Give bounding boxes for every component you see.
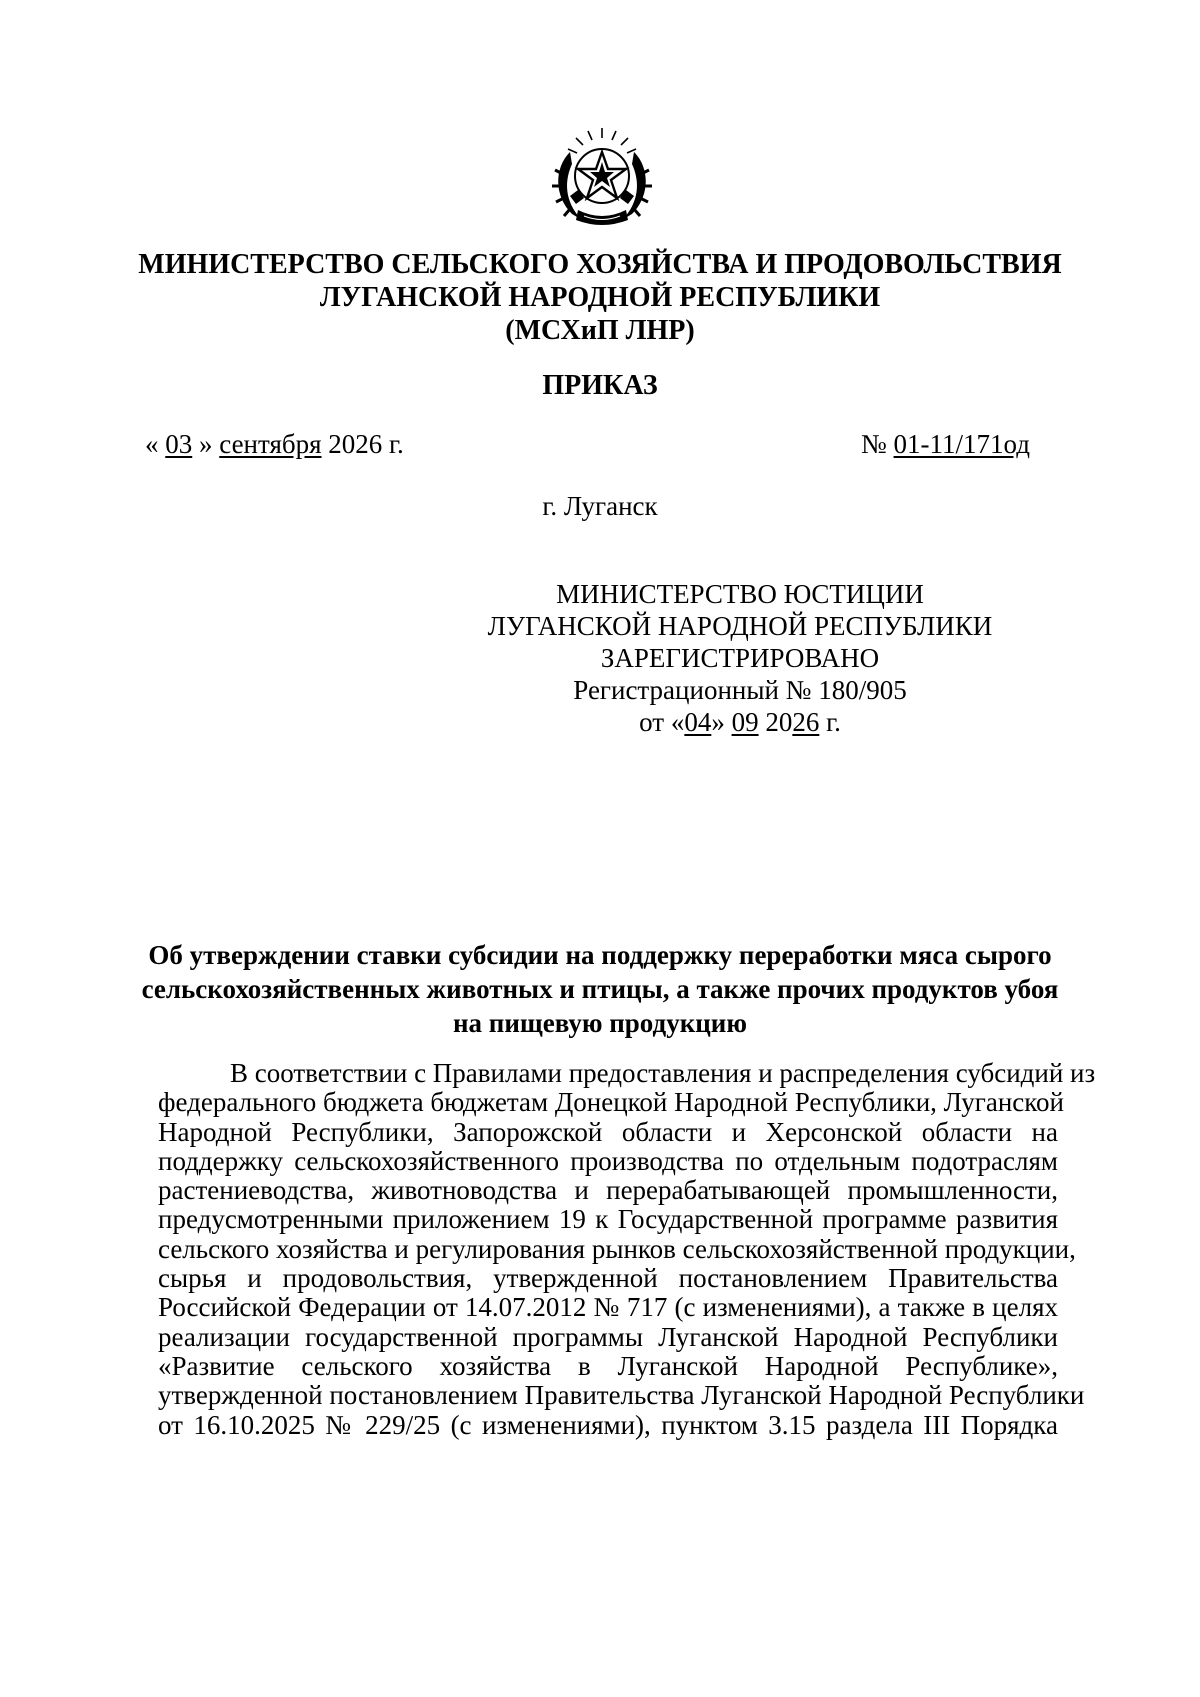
date-year: 2026 г.	[321, 429, 404, 459]
ministry-header	[0, 248, 1200, 347]
preamble-paragraph	[158, 1058, 1096, 1440]
stamp-date-prefix: от «	[639, 707, 685, 737]
body-line: от 16.10.2025 № 229/25 (с изменениями), пунктом 3.15 раздела III Порядка	[158, 1409, 1058, 1440]
ministry-name-line-2: ЛУГАНСКОЙ НАРОДНОЙ РЕСПУБЛИКИ	[319, 282, 881, 313]
stamp-date-year-a: 20	[758, 707, 793, 737]
stamp-date-day: 04	[684, 707, 712, 737]
registration-stamp	[480, 578, 1000, 738]
city-name: г. Луганск	[542, 491, 658, 521]
coat-of-arms-icon	[548, 124, 656, 230]
date-open-quote: «	[145, 429, 166, 459]
stamp-date-suffix: г.	[819, 707, 841, 737]
body-line: сельского хозяйства и регулирования рынков сельскохозяйственной продукции,	[158, 1233, 1076, 1264]
body-line: реализации государственной программы Луганской Народной Республики	[158, 1321, 1058, 1352]
order-number-value: 01-11/171од	[893, 429, 1030, 459]
ministry-abbreviation: (МСХиП ЛНР)	[505, 315, 695, 346]
subject-line-3: на пищевую продукцию	[453, 1008, 747, 1038]
order-date	[145, 428, 404, 460]
stamp-date-year-b: 26	[792, 707, 820, 737]
stamp-date-month: 09	[731, 707, 759, 737]
stamp-date-mid: »	[711, 707, 732, 737]
ministry-name-line-1: МИНИСТЕРСТВО СЕЛЬСКОГО ХОЗЯЙСТВА И ПРОДОВОЛЬСТВИЯ	[138, 249, 1062, 280]
order-number-prefix: №	[861, 429, 894, 459]
date-day: 03	[165, 429, 193, 459]
body-line: «Развитие сельского хозяйства в Луганской Народной Республике»,	[158, 1350, 1058, 1381]
subject-line-1: Об утверждении ставки субсидии на поддержку переработки мяса сырого	[148, 940, 1052, 970]
body-line: федерального бюджета бюджетам Донецкой Народной Республики, Луганской	[158, 1087, 1064, 1118]
stamp-line-2: ЛУГАНСКОЙ НАРОДНОЙ РЕСПУБЛИКИ	[487, 611, 993, 641]
body-line: сырья и продовольствия, утвержденной постановлением Правительства	[158, 1263, 1058, 1294]
body-line: Российской Федерации от 14.07.2012 № 717 (с изменениями), а также в целях	[158, 1292, 1058, 1323]
body-line: Народной Республики, Запорожской области и Херсонской области на	[158, 1116, 1058, 1147]
date-close-quote: »	[192, 429, 220, 459]
date-month: сентября	[219, 429, 322, 459]
document-type-title: ПРИКАЗ	[542, 370, 658, 401]
stamp-line-1: МИНИСТЕРСТВО ЮСТИЦИИ	[556, 579, 924, 609]
stamp-registration-number: Регистрационный № 180/905	[573, 675, 907, 705]
body-line: предусмотренными приложением 19 к Государственной программе развития	[158, 1204, 1058, 1235]
emblem-drawing	[548, 124, 656, 230]
body-line: растениеводства, животноводства и перерабатывающей промышленности,	[158, 1175, 1058, 1206]
stamp-line-3: ЗАРЕГИСТРИРОВАНО	[600, 643, 880, 673]
stamp-registration-date	[480, 706, 1000, 738]
body-line: утвержденной постановлением Правительства Луганской Народной Республики	[158, 1380, 1085, 1411]
order-number	[861, 428, 1030, 460]
body-line: В соответствии с Правилами предоставления и распределения субсидий из	[230, 1058, 1096, 1088]
body-line: поддержку сельскохозяйственного производства по отдельным подотраслям	[158, 1145, 1058, 1176]
subject-line-2: сельскохозяйственных животных и птицы, а также прочих продуктов убоя	[141, 974, 1059, 1004]
order-subject	[130, 938, 1070, 1040]
